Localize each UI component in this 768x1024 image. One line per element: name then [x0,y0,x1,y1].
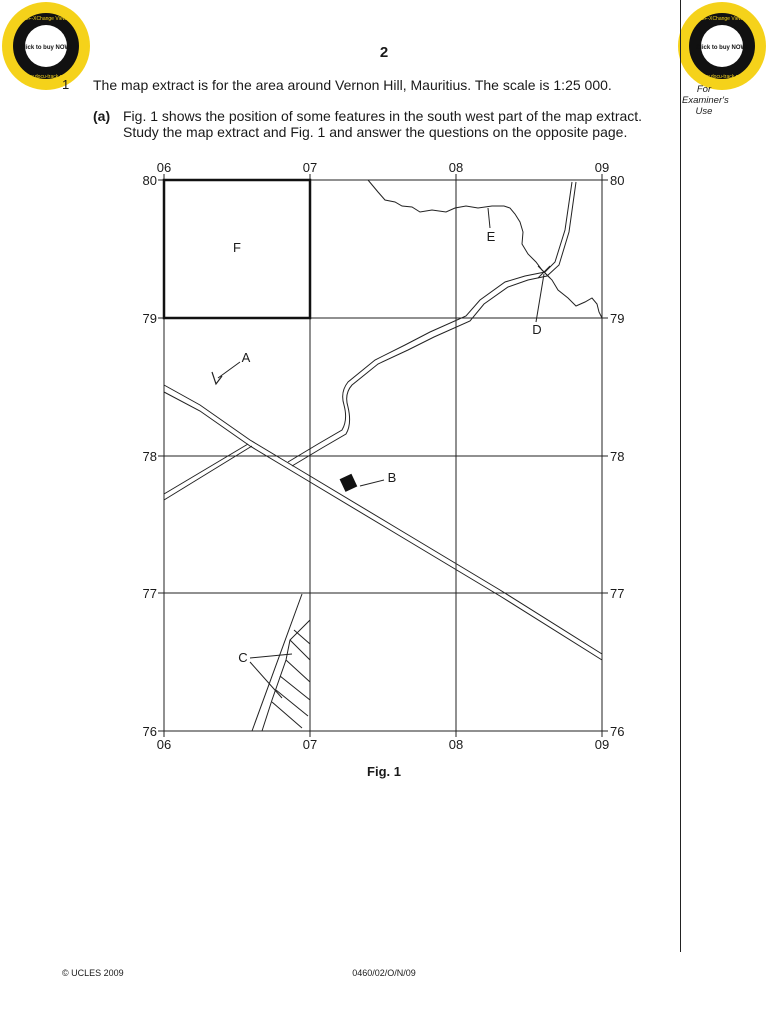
easting-label-bottom-08: 08 [448,737,464,752]
easting-label-top-09: 09 [594,160,610,175]
examiner-note-line-3: Use [695,106,713,117]
leader-b [360,480,384,486]
main-road [164,385,602,660]
badge-top-text: PDF-XChange Viewer [21,16,71,22]
leader-a [218,362,240,378]
northing-label-right-77: 77 [610,586,625,601]
question-number: 1 [62,77,70,92]
easting-label-bottom-06: 06 [156,737,172,752]
northing-labels-left [143,173,157,739]
northing-label-left-76: 76 [142,724,157,739]
northing-label-left-80: 80 [142,173,157,188]
easting-label-bottom-07: 07 [302,737,318,752]
northing-label-right-80: 80 [610,173,625,188]
part-instructions-line-2: Study the map extract and Fig. 1 and answer the questions on the opposite page. [123,124,628,140]
feature-c-hatched-area [252,594,310,731]
easting-label-top-08: 08 [448,160,464,175]
easting-labels-top [157,160,609,175]
easting-label-bottom-09: 09 [594,737,610,752]
badge-bottom-text: www.docu-track.com [698,74,746,80]
label-c: C [238,650,248,665]
northing-label-left-78: 78 [142,449,157,464]
question-intro-text: The map extract is for the area around Vernon Hill, Mauritius. The scale is 1:25 000. [93,77,612,93]
part-instructions-line-1: Fig. 1 shows the position of some features in the south west part of the map extract. [123,108,643,124]
northing-label-right-76: 76 [610,724,625,739]
northing-label-left-77: 77 [142,586,157,601]
figure-caption: Fig. 1 [367,764,401,779]
leader-d [536,274,544,322]
label-b: B [387,470,397,485]
easting-label-top-07: 07 [302,160,318,175]
easting-labels-bottom [157,737,609,752]
feature-b-building [340,474,358,492]
part-label: (a) [93,108,111,124]
badge-top-text: PDF-XChange Viewer [697,16,747,22]
northing-labels-right [610,173,624,739]
footer-copyright: © UCLES 2009 [62,968,124,978]
footer-paper-code: 0460/02/O/N/09 [352,968,416,978]
examiner-note-line-1: For [696,84,712,95]
label-d: D [532,322,542,337]
leader-e [488,208,490,228]
badge-middle-text: Click to buy NOW! [19,45,73,51]
river [368,180,602,318]
badge-middle-text: Click to buy NOW! [695,45,749,51]
easting-label-top-06: 06 [156,160,172,175]
label-f: F [233,240,241,255]
northing-label-right-78: 78 [610,449,625,464]
northing-label-right-79: 79 [610,311,625,326]
northing-label-left-79: 79 [142,311,157,326]
branch-road [164,444,252,500]
label-a: A [241,350,251,365]
badge-bottom-text: www.docu-track.com [22,74,70,80]
examiner-note-line-2: Examiner's [682,95,729,106]
page-number: 2 [379,44,389,61]
label-e: E [486,229,496,244]
feature-a-symbol [212,372,222,384]
